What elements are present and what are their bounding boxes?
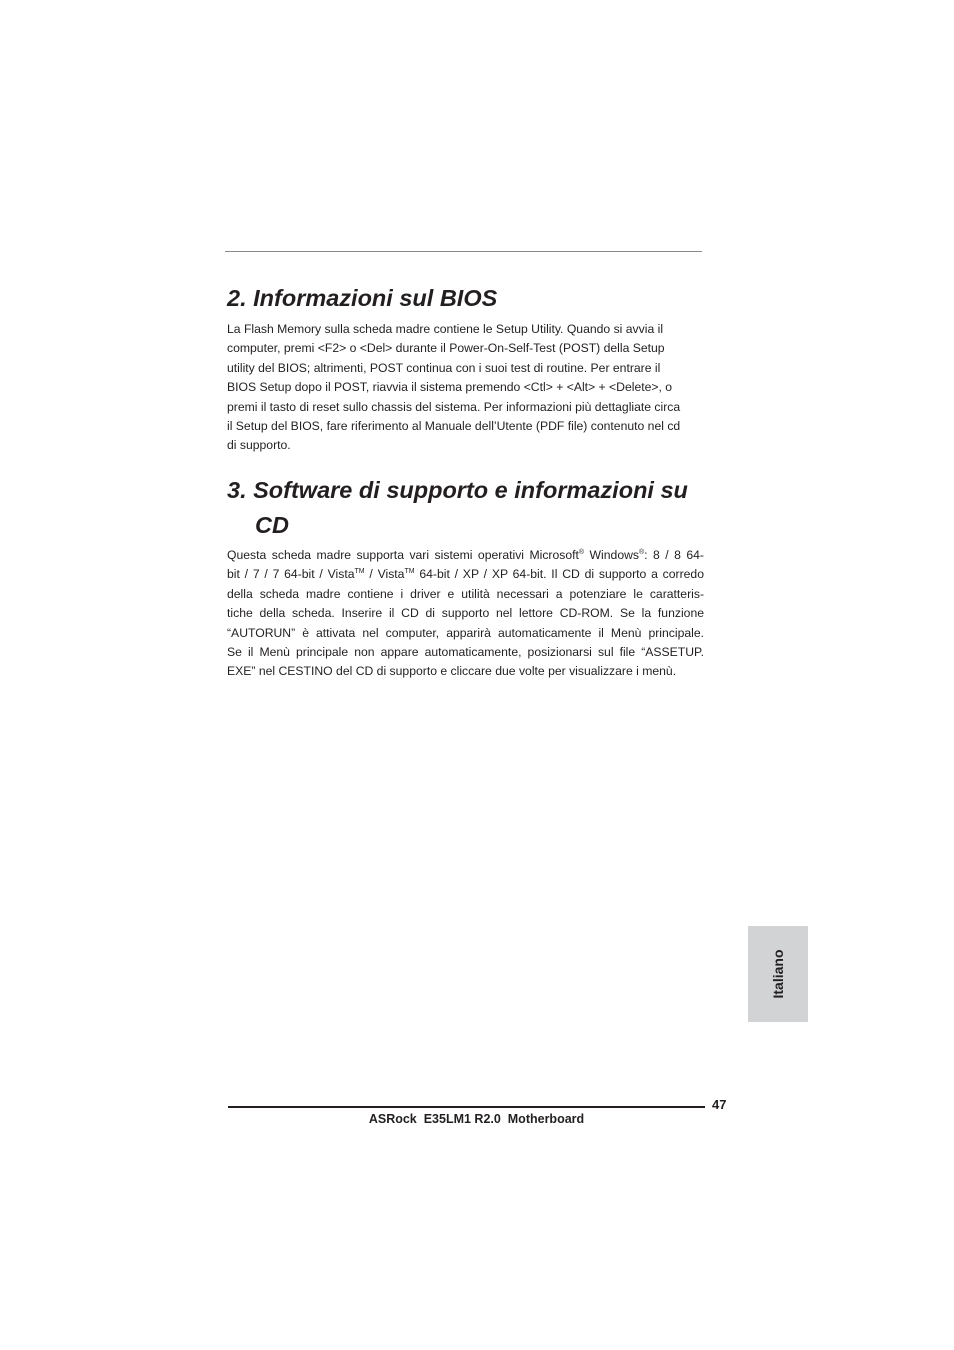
language-tab-label: Italiano (770, 949, 786, 999)
footer-divider (228, 1106, 705, 1108)
page-number: 47 (712, 1097, 727, 1112)
bios-paragraph-line: computer, premi <F2> o <Del> durante il Power-On-Self-Test (POST) della Setup (227, 341, 665, 356)
software-paragraph-line: della scheda madre contiene i driver e utilità necessari a potenziare le caratteris- (227, 586, 704, 601)
software-paragraph (227, 546, 704, 682)
language-tab (748, 926, 808, 1022)
software-paragraph-line: EXE” nel CESTINO del CD di supporto e cliccare due volte per visualizzare i menù. (227, 664, 677, 679)
section-heading-software-continued: CD (255, 512, 289, 538)
registered-mark: ® (639, 549, 645, 556)
bios-paragraph-line: premi il tasto di reset sullo chassis del sistema. Per informazioni più dettagliate circa (227, 399, 681, 414)
bios-paragraph (227, 320, 704, 456)
trademark-mark: TM (354, 568, 365, 576)
bios-paragraph-line: il Setup del BIOS, fare riferimento al Manuale dell’Utente (PDF file) contenuto nel cd (227, 419, 681, 434)
software-paragraph-line: Questa scheda madre supporta vari sistemi operativi Microsoft® Windows®: 8 / 8 64- (227, 548, 704, 562)
bios-paragraph-line: BIOS Setup dopo il POST, riavvia il sistema premendo <Ctl> + <Alt> + <Delete>, o (227, 380, 673, 395)
software-paragraph-line: tiche della scheda. Inserire il CD di supporto nel lettore CD-ROM. Se la funzione (227, 606, 704, 621)
section-heading-bios: 2. Informazioni sul BIOS (227, 285, 498, 311)
software-paragraph-line: Se il Menù principale non appare automaticamente, posizionarsi sul file “ASSETUP. (227, 645, 704, 660)
software-paragraph-line: “AUTORUN” è attivata nel computer, apparirà automaticamente il Menù principale. (227, 625, 704, 640)
footer-title: ASRock E35LM1 R2.0 Motherboard (368, 1112, 585, 1126)
header-divider (225, 251, 702, 252)
software-paragraph-line: bit / 7 / 7 64-bit / Vista™ / Vista™ 64-bit / XP / XP 64-bit. Il CD di supporto a corredo (227, 567, 704, 582)
bios-paragraph-line: di supporto. (227, 438, 291, 453)
trademark-mark: TM (404, 568, 415, 576)
bios-paragraph-line: utility del BIOS; altrimenti, POST continua con i suoi test di routine. Per entrare il (227, 360, 661, 375)
section-heading-software: 3. Software di supporto e informazioni su (227, 477, 688, 503)
bios-paragraph-line: La Flash Memory sulla scheda madre contiene le Setup Utility. Quando si avvia il (227, 322, 664, 336)
registered-mark: ® (578, 549, 585, 556)
